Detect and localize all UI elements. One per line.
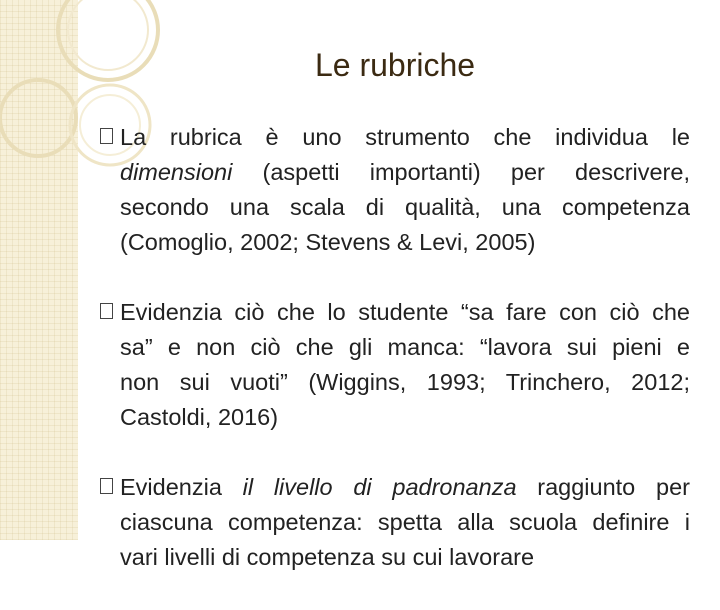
bullet-item: [100, 120, 690, 260]
text-line: Castoldi, 2016): [120, 404, 279, 430]
bullet-item: [100, 470, 690, 575]
bullet-box-icon: [100, 128, 113, 144]
bullet-text: [120, 470, 690, 575]
text-line: secondo una scala di qualità, una competenza: [120, 194, 690, 220]
text-line: La rubrica è uno strumento che individua le: [120, 124, 690, 150]
bullet-box-icon: [100, 303, 113, 319]
slide-content: [100, 120, 690, 610]
text-line: sa” e non ciò che gli manca: “lavora sui pieni e: [120, 334, 690, 360]
bullet-item: [100, 295, 690, 435]
text-line: Evidenzia ciò che lo studente “sa fare con ciò che: [120, 299, 690, 325]
text-line: (Comoglio, 2002; Stevens & Levi, 2005): [120, 229, 536, 255]
slide-title: Le rubriche: [314, 47, 476, 83]
text-line: ciascuna competenza: spetta alla scuola definire i: [120, 509, 690, 535]
text-line: dimensioni (aspetti importanti) per descrivere,: [120, 159, 690, 185]
bullet-text: [120, 295, 690, 435]
text-line: vari livelli di competenza su cui lavorare: [120, 544, 535, 570]
bullet-box-icon: [100, 478, 113, 494]
text-line: non sui vuoti” (Wiggins, 1993; Trinchero, 2012;: [120, 369, 690, 395]
bullet-text: [120, 120, 690, 260]
text-line: Evidenzia il livello di padronanza raggiunto per: [120, 474, 690, 500]
